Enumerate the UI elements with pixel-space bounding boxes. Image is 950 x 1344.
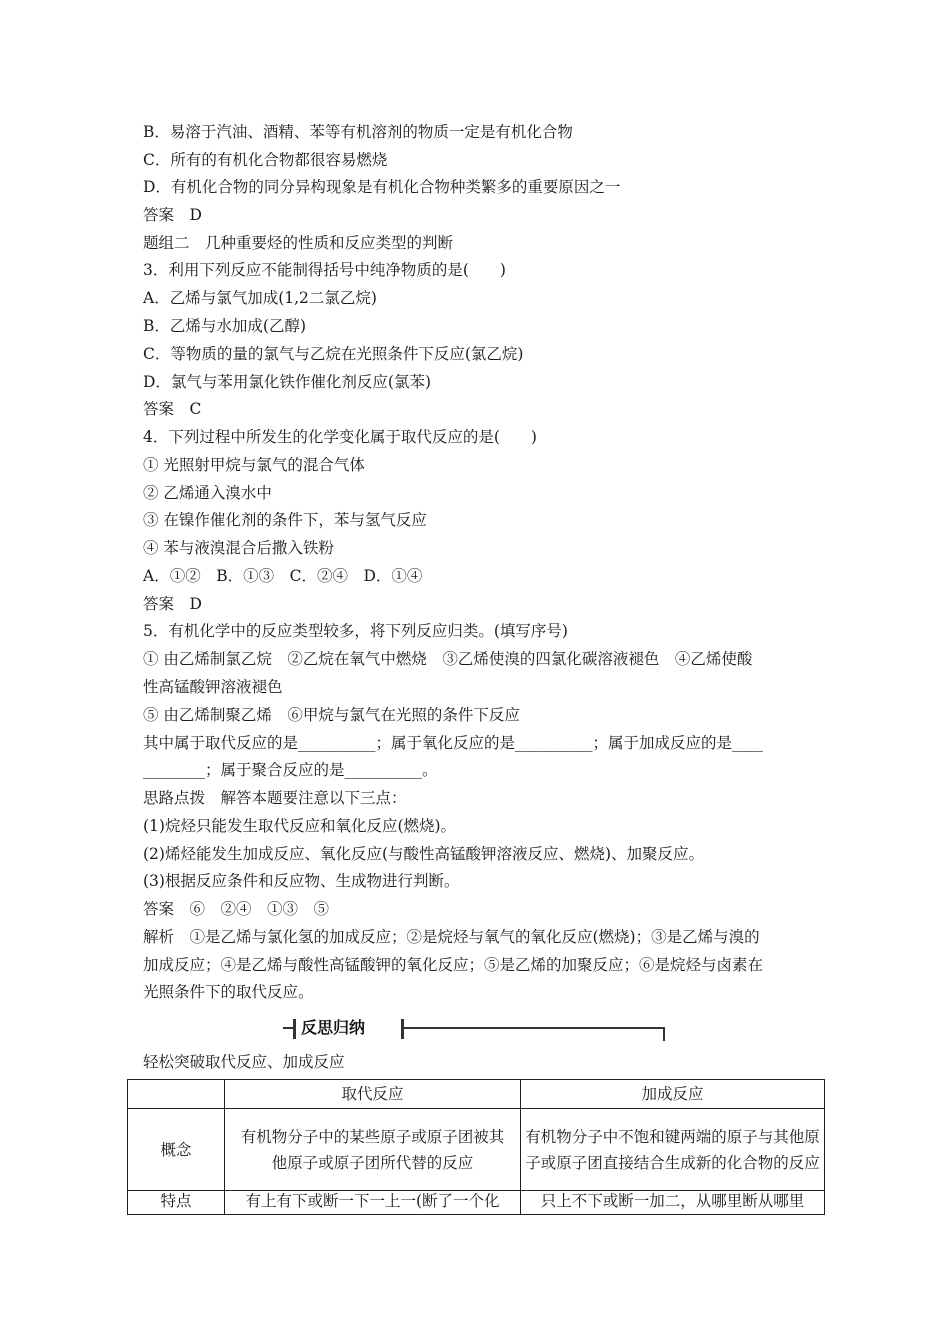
hint-point-3: (3)根据反应条件和反应物、生成物进行判断。 <box>143 872 460 890</box>
feature-addition: 只上不下或断一加二，从哪里断从哪里 <box>521 1191 825 1215</box>
analysis-line1: 解析 ①是乙烯与氯化氢的加成反应；②是烷烃与氧气的氧化反应(燃烧)；③是乙烯与溴的 <box>143 928 760 946</box>
option-c-q3: C．等物质的量的氯气与乙烷在光照条件下反应(氯乙烷) <box>143 345 524 363</box>
concept-substitution: 有机物分子中的某些原子或原子团被其他原子或原子团所代替的反应 <box>225 1109 521 1191</box>
table-row <box>128 1109 825 1191</box>
concept-addition: 有机物分子中不饱和键两端的原子与其他原子或原子团直接结合生成新的化合物的反应 <box>521 1109 825 1191</box>
q5-items-line1: ① 由乙烯制氯乙烷 ②乙烷在氧气中燃烧 ③乙烯使溴的四氯化碳溶液褪色 ④乙烯使酸 <box>143 650 753 668</box>
section-subtitle: 轻松突破取代反应、加成反应 <box>143 1053 345 1071</box>
hint-point-1: (1)烷烃只能发生取代反应和氧化反应(燃烧)。 <box>143 817 457 835</box>
q5-blanks-line2: ________；属于聚合反应的是__________。 <box>143 761 438 779</box>
answer-q5: 答案 ⑥ ②④ ①③ ⑤ <box>143 900 330 918</box>
banner-end-tick <box>663 1027 665 1041</box>
analysis-line3: 光照条件下的取代反应。 <box>143 983 314 1001</box>
question-4: 4．下列过程中所发生的化学变化属于取代反应的是( ) <box>143 428 537 446</box>
banner-right-bar <box>401 1019 404 1039</box>
hint-heading: 思路点拨 解答本题要注意以下三点： <box>143 789 407 807</box>
q5-items-line2: 性高锰酸钾溶液褪色 <box>143 678 283 696</box>
table-row <box>128 1191 825 1215</box>
question-3: 3．利用下列反应不能制得括号中纯净物质的是( ) <box>143 261 506 279</box>
table-header-row <box>128 1080 825 1109</box>
q4-item-4: ④ 苯与液溴混合后撒入铁粉 <box>143 539 334 557</box>
banner-left-cap <box>283 1027 293 1029</box>
banner-rule <box>404 1027 665 1029</box>
reflection-banner <box>283 1014 667 1044</box>
option-a-q3: A．乙烯与氯气加成(1,2二氯乙烷) <box>143 289 377 307</box>
option-b-q3: B．乙烯与水加成(乙醇) <box>143 317 306 335</box>
comparison-table <box>127 1079 825 1215</box>
q4-item-2: ② 乙烯通入溴水中 <box>143 484 272 502</box>
banner-left-bar <box>293 1019 296 1039</box>
q5-blanks-line1: 其中属于取代反应的是__________；属于氧化反应的是__________；属于加成反应的是____ <box>143 734 764 752</box>
answer-q2: 答案 D <box>143 206 202 224</box>
q4-item-1: ① 光照射甲烷与氯气的混合气体 <box>143 456 365 474</box>
analysis-line2: 加成反应；④是乙烯与酸性高锰酸钾的氧化反应；⑤是乙烯的加聚反应；⑥是烷烃与卤素在 <box>143 956 764 974</box>
option-c-q2: C．所有的有机化合物都很容易燃烧 <box>143 151 388 169</box>
table-header-empty <box>128 1080 225 1109</box>
section-heading-group2: 题组二 几种重要烃的性质和反应类型的判断 <box>143 234 454 252</box>
banner-title: 反思归纳 <box>301 1018 366 1037</box>
row-label-concept: 概念 <box>128 1109 225 1191</box>
option-b-q2: B．易溶于汽油、酒精、苯等有机溶剂的物质一定是有机化合物 <box>143 123 573 141</box>
feature-substitution: 有上有下或断一下一上一(断了一个化 <box>225 1191 521 1215</box>
option-d-q2: D．有机化合物的同分异构现象是有机化合物种类繁多的重要原因之一 <box>143 178 621 196</box>
table-header-substitution: 取代反应 <box>225 1080 521 1109</box>
q4-options: A．①② B．①③ C．②④ D．①④ <box>143 567 423 585</box>
q4-item-3: ③ 在镍作催化剂的条件下，苯与氢气反应 <box>143 511 427 529</box>
row-label-feature: 特点 <box>128 1191 225 1215</box>
answer-q3: 答案 C <box>143 400 202 418</box>
q5-items-line3: ⑤ 由乙烯制聚乙烯 ⑥甲烷与氯气在光照的条件下反应 <box>143 706 520 724</box>
option-d-q3: D．氯气与苯用氯化铁作催化剂反应(氯苯) <box>143 373 432 391</box>
hint-point-2: (2)烯烃能发生加成反应、氧化反应(与酸性高锰酸钾溶液反应、燃烧)、加聚反应。 <box>143 845 705 863</box>
question-5: 5．有机化学中的反应类型较多，将下列反应归类。(填写序号) <box>143 622 568 640</box>
answer-q4: 答案 D <box>143 595 202 613</box>
table-header-addition: 加成反应 <box>521 1080 825 1109</box>
